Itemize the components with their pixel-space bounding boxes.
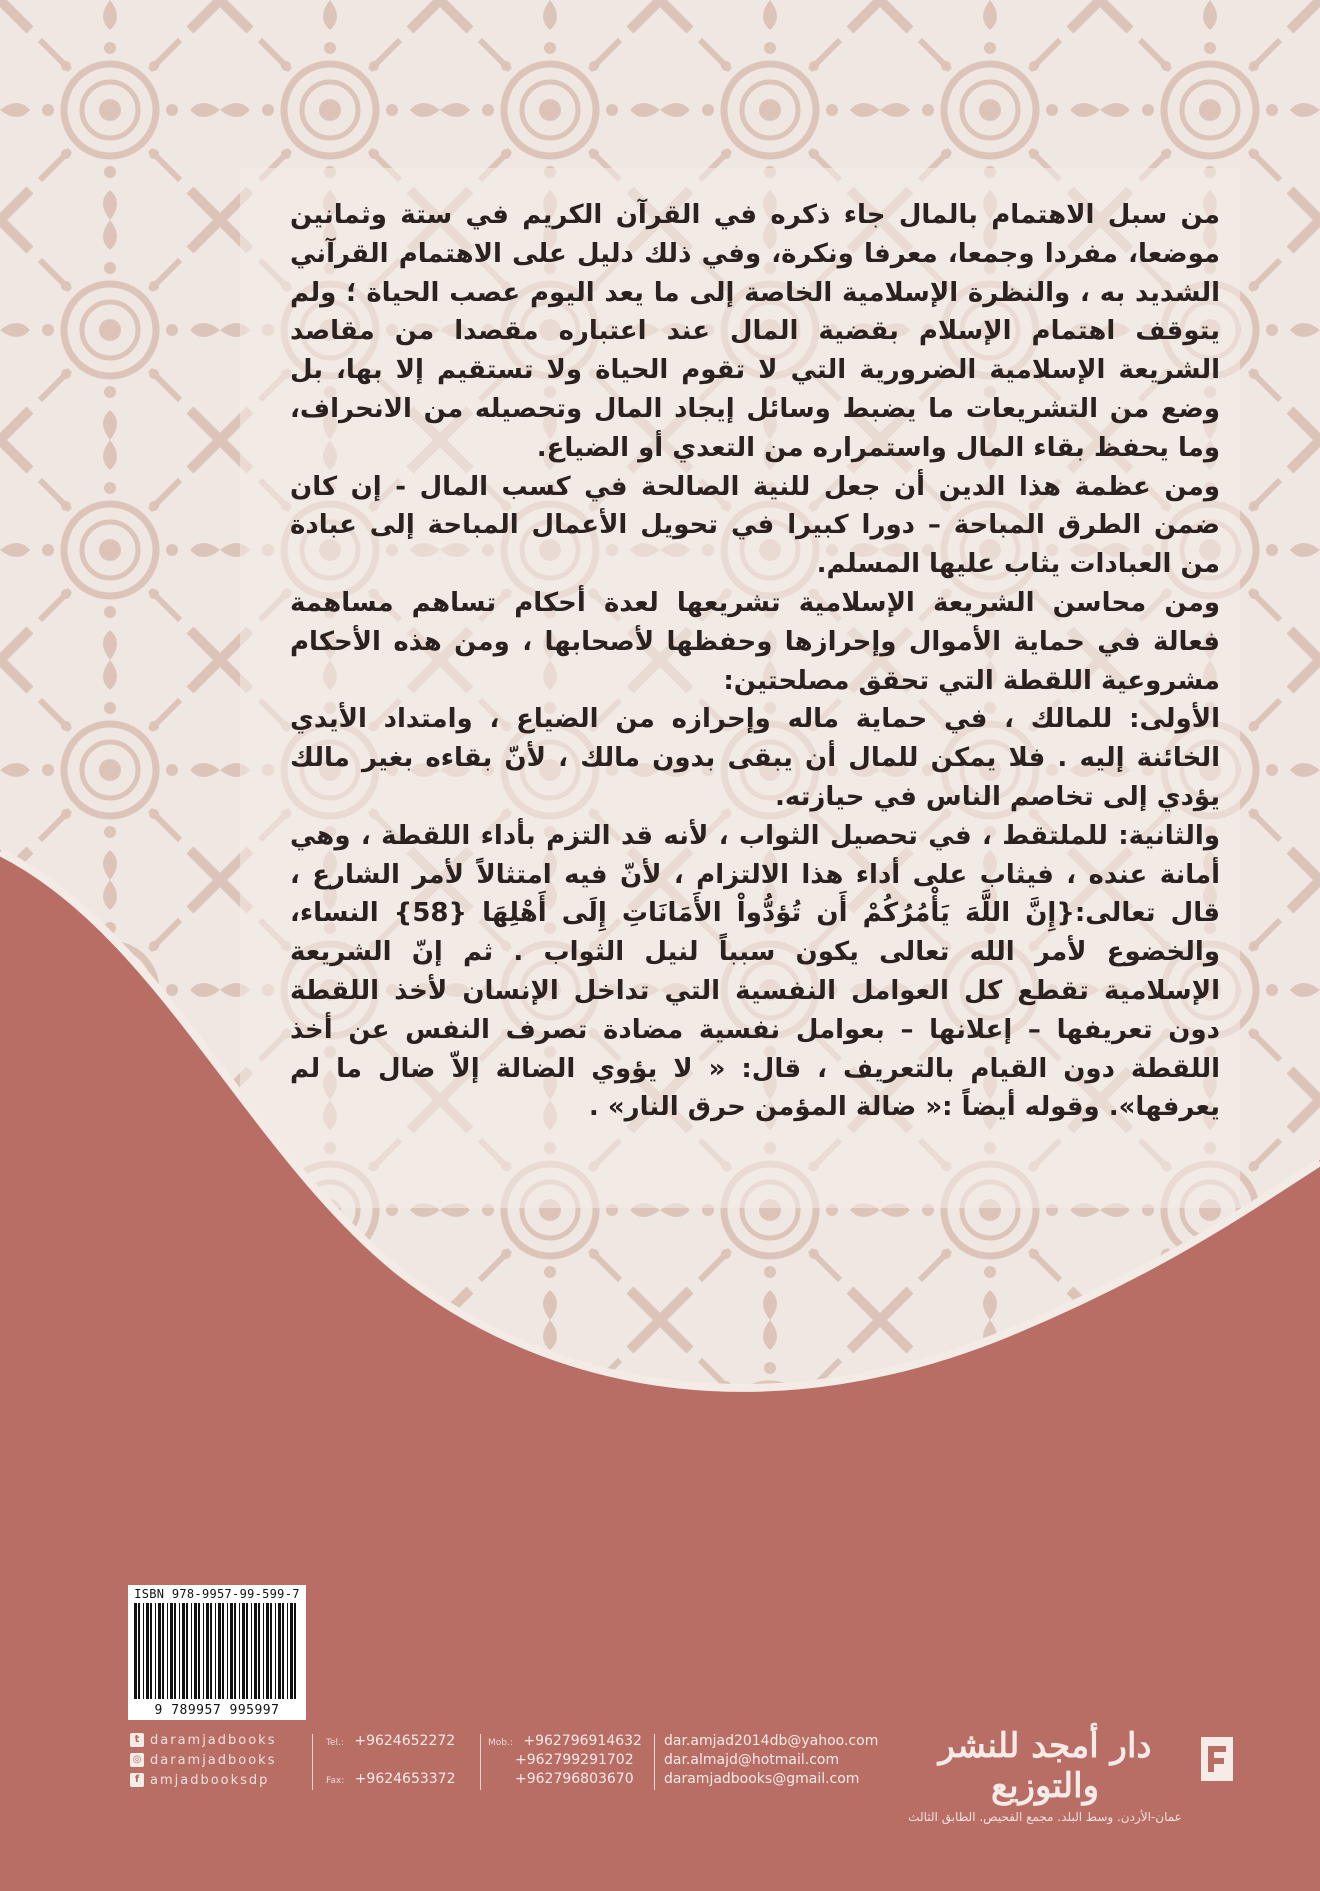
barcode-bar (287, 1603, 288, 1699)
mobile-row (488, 1770, 642, 1789)
barcode-bar (162, 1603, 164, 1699)
blurb-paragraph-1: من سبل الاهتمام بالمال جاء ذكره في القرآن الكريم في ستة وثمانين موضعا، مفردا وجمعا، معرفا ونكرة، وفي ذلك دليل على الاهتمام القرآني الشديد به ، والنظرة الإسلامية الخاصة إلى ما يعد اليوم عصب الحياة ؛ ولم يتوقف اهتمام الإسلام بقضية المال عند اعتباره مقصدا من مقاصد الشريعة الإسلامية الضرورية التي لا تقوم الحياة ولا تستقيم إلا بها، بل وضع من التشريعات ما يضبط وسائل إيجاد المال وتحصيله من الانحراف، وما يحفظ بقاء المال واستمراره من التعدي أو الضياع. (290, 200, 1220, 463)
mob-label: Mob.: (488, 1738, 513, 1748)
barcode-bar (186, 1603, 188, 1699)
blurb-text (290, 196, 1220, 1127)
barcode-bar (210, 1603, 212, 1699)
barcode-bar (167, 1603, 168, 1699)
facebook-handle: amjadbooksdp (150, 1772, 270, 1788)
barcode-bar (266, 1603, 269, 1699)
publisher-logo-icon (1200, 1736, 1234, 1782)
blurb-paragraph-2: ومن عظمة هذا الدين أن جعل للنية الصالحة في كسب المال - إن كان ضمن الطرق المباحة – دورا كبيرا في تحويل الأعمال المباحة إلى عبادة من العبادات يثاب عليها المسلم. (290, 471, 1220, 580)
barcode-bar (227, 1603, 228, 1699)
tel-label: Tel.: (326, 1738, 344, 1748)
social-row-instagram[interactable] (130, 1750, 276, 1770)
contact-mobiles (488, 1732, 642, 1789)
barcode-bar (222, 1603, 224, 1699)
social-row-facebook[interactable] (130, 1770, 276, 1790)
barcode-bar (182, 1603, 185, 1699)
barcode-bar (282, 1603, 284, 1699)
contact-emails (664, 1732, 878, 1789)
barcode-bar (290, 1603, 293, 1699)
twitter-handle: daramjadbooks (150, 1732, 277, 1748)
barcode-bar (146, 1603, 149, 1699)
barcode-bar (230, 1603, 233, 1699)
social-links (130, 1730, 276, 1790)
barcode-bar (158, 1603, 161, 1699)
barcode-bar (251, 1603, 252, 1699)
barcode-bar (198, 1603, 200, 1699)
instagram-icon: ◎ (130, 1753, 144, 1767)
blurb-paragraph-3: ومن محاسن الشريعة الإسلامية تشريعها لعدة أحكام تساهم مساهمة فعالة في حماية الأموال وإحرازها وحفظها لأصحابها ، ومن هذه الأحكام مشروعية اللقطة التي تحقق مصلحتين: (290, 587, 1220, 696)
isbn-label: ISBN 978-9957-99-599-7 (134, 1587, 300, 1601)
barcode-bar (174, 1603, 176, 1699)
footer (0, 1720, 1320, 1891)
fax-number: +9624653372 (354, 1771, 456, 1787)
footer-divider (480, 1734, 481, 1790)
social-row-twitter[interactable] (130, 1730, 276, 1750)
publisher-block (900, 1726, 1190, 1824)
barcode-bar (258, 1603, 260, 1699)
barcode-bar (294, 1603, 296, 1699)
barcode-bar (179, 1603, 180, 1699)
barcode-bar (270, 1603, 272, 1699)
barcode-bar (215, 1603, 216, 1699)
barcode-bar (203, 1603, 204, 1699)
footer-divider (654, 1734, 655, 1790)
tel-number: +9624652272 (354, 1733, 456, 1749)
barcode-bar (242, 1603, 245, 1699)
contact-phones (326, 1732, 456, 1789)
publisher-address: عمان-الأردن. وسط البلد. مجمع الفحيص. الطابق الثالث (908, 1810, 1182, 1824)
barcode-bar (206, 1603, 209, 1699)
facebook-icon: f (130, 1773, 144, 1787)
instagram-handle: daramjadbooks (150, 1752, 277, 1768)
barcode-bar (246, 1603, 248, 1699)
isbn-digits: 9 789957 995997 (154, 1703, 280, 1718)
barcode-bar (191, 1603, 192, 1699)
mobile-row (488, 1732, 642, 1751)
tel-row (326, 1732, 456, 1751)
barcode-bar (234, 1603, 236, 1699)
email-hotmail[interactable]: dar.almajd@hotmail.com (664, 1752, 840, 1768)
barcode-bars (134, 1603, 300, 1699)
mobile-number: +962796914632 (523, 1733, 642, 1749)
barcode-bar (263, 1603, 264, 1699)
fax-row (326, 1770, 456, 1789)
barcode-bar (143, 1603, 144, 1699)
barcode-bar (170, 1603, 173, 1699)
twitter-icon: t (130, 1733, 144, 1747)
barcode-bar (134, 1603, 137, 1699)
mobile-row (488, 1751, 642, 1770)
barcode-bar (150, 1603, 152, 1699)
fax-label: Fax: (326, 1776, 345, 1786)
blurb-paragraph-5: والثانية: للملتقط ، في تحصيل الثواب ، لأنه قد التزم بأداء اللقطة ، وهي أمانة عنده ، فيثاب على أداء هذا الالتزام ، لأنّ فيه امتثالاً لأمر الشارع ، قال تعالى:{إِنَّ اللَّهَ يَأْمُرُكُمْ أَن تُؤدُّواْ الأَمَانَاتِ إِلَى أَهْلِهَا {58} النساء، والخضوع لأمر الله تعالى يكون سبباً لنيل الثواب . ثم إنّ الشريعة الإسلامية تقطع كل العوامل النفسية التي تداخل الإنسان لأخذ اللقطة دون تعريفها – إعلانها – بعوامل نفسية مضادة تصرف النفس عن أخذ اللقطة دون القيام بالتعريف ، قال: « لا يؤوي الضالة إلاّ ضال ما لم يعرفها». وقوله أيضاً :« ضالة المؤمن حرق النار» . (290, 820, 1220, 1123)
barcode-bar (275, 1603, 276, 1699)
barcode-bar (155, 1603, 156, 1699)
barcode-bar (138, 1603, 140, 1699)
mobile-number: +962796803670 (515, 1771, 634, 1787)
mobile-number: +962799291702 (515, 1752, 634, 1768)
publisher-name: دار أمجد للنشر والتوزيع (938, 1726, 1152, 1806)
barcode-bar (278, 1603, 281, 1699)
barcode (128, 1585, 306, 1720)
barcode-bar (254, 1603, 257, 1699)
barcode-bar (194, 1603, 197, 1699)
barcode-bar (218, 1603, 221, 1699)
footer-divider (312, 1734, 313, 1790)
blurb-paragraph-4: الأولى: للمالك ، في حماية ماله وإحرازه من الضياع ، وامتداد الأيدي الخائنة إليه . فلا يمكن للمال أن يبقى بدون مالك ، لأنّ بقاءه بغير مالك يؤدي إلى تخاصم الناس في حيازته. (290, 704, 1220, 812)
email-gmail[interactable]: daramjadbooks@gmail.com (664, 1771, 860, 1787)
email-yahoo[interactable]: dar.amjad2014db@yahoo.com (664, 1733, 879, 1749)
barcode-bar (239, 1603, 240, 1699)
